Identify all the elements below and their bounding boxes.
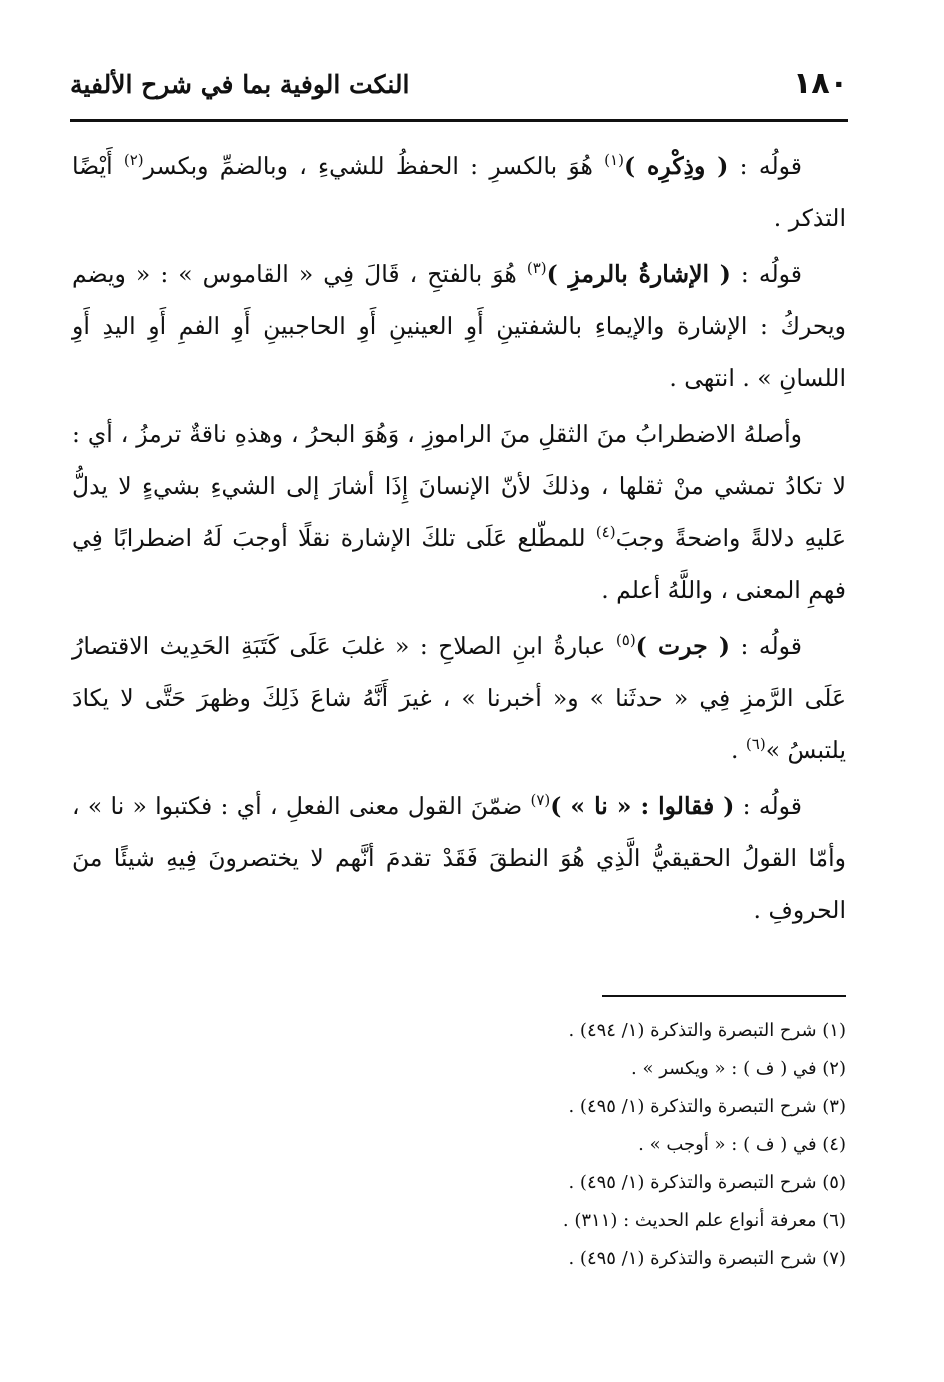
commentary-text: هُوَ بالفتحِ ، قَالَ فِي « القاموس » : « ويضم ويحركُ : الإشارة والإيماءِ بالشفتينِ أَوِ العينينِ أَوِ الحاجبينِ أَوِ الفمِ أَوِ اليدِ أَوِ اللسانِ » . انتهى . bbox=[72, 260, 846, 392]
commentary-text: أَيْضًا التذكر . bbox=[72, 152, 846, 232]
commentary-text: . bbox=[730, 736, 746, 764]
footnote-separator bbox=[602, 995, 846, 997]
commentary-text: قولُه : bbox=[729, 632, 802, 660]
page-number: ١٨٠ bbox=[793, 66, 848, 101]
quoted-lemma: ( وذِكْرِه ) bbox=[623, 152, 729, 180]
footnotes bbox=[300, 1012, 846, 1278]
footnote-marker: (١) bbox=[604, 151, 624, 170]
page-header bbox=[70, 62, 848, 114]
footnote-1: (١) شرح التبصرة والتذكرة (١/ ٤٩٤) . bbox=[568, 1020, 846, 1041]
quoted-lemma: ( جرت ) bbox=[635, 632, 730, 660]
paragraph bbox=[72, 408, 846, 616]
header-rule bbox=[70, 119, 848, 122]
footnote-marker: (٧) bbox=[530, 791, 551, 810]
footnote-2: (٢) في ( ف ) : « ويكسر » . bbox=[631, 1058, 846, 1079]
quoted-lemma: ( الإشارةُ بالرمزِ ) bbox=[546, 260, 731, 288]
footnote-4: (٤) في ( ف ) : « أوجب » . bbox=[638, 1134, 846, 1155]
commentary-text: قولُه : bbox=[734, 792, 802, 820]
commentary-text: قولُه : bbox=[728, 152, 802, 180]
footnote-5: (٥) شرح التبصرة والتذكرة (١/ ٤٩٥) . bbox=[568, 1172, 846, 1193]
footnote-7: (٧) شرح التبصرة والتذكرة (١/ ٤٩٥) . bbox=[568, 1248, 846, 1269]
paragraph bbox=[72, 248, 846, 404]
footnote-3: (٣) شرح التبصرة والتذكرة (١/ ٤٩٥) . bbox=[568, 1096, 846, 1117]
footnote-marker: (٢) bbox=[123, 151, 144, 170]
commentary-text: للمطّلع عَلَى تلكَ الإشارة نقلًا أوجبَ لَهُ اضطرابًا فِي فهمِ المعنى ، واللَّهُ أعلم . bbox=[72, 524, 846, 604]
commentary-text: هُوَ بالكسرِ : الحفظُ للشيءِ ، وبالضمِّ وبكسر bbox=[143, 152, 605, 180]
footnote-marker: (٥) bbox=[615, 631, 636, 650]
paragraph bbox=[72, 780, 846, 936]
main-text bbox=[72, 140, 846, 940]
paragraph bbox=[72, 620, 846, 776]
paragraph bbox=[72, 140, 846, 244]
footnote-6: (٦) معرفة أنواع علم الحديث : (٣١١) . bbox=[562, 1210, 846, 1231]
footnote-marker: (٤) bbox=[595, 523, 616, 542]
commentary-text: قولُه : bbox=[730, 260, 802, 288]
commentary-text: وأصلهُ الاضطرابُ منَ الثقلِ منَ الراموزِ ، وَهُوَ البحرُ ، وهذهِ ناقةٌ ترمزُ ، أي : لا تكادُ تمشي منْ ثقلها ، وذلكَ لأنّ الإنسانَ إِذَا أشارَ إلى الشيءِ بشيءٍ لا يدلُّ عَليهِ دلالةً واضحةً وجبَ bbox=[72, 420, 846, 552]
footnote-marker: (٦) bbox=[745, 735, 766, 754]
commentary-text: عبارةُ ابنِ الصلاحِ : « غلبَ عَلَى كَتَبَةِ الحَدِيث الاقتصارُ عَلَى الرَّمزِ فِي « حدثَنا » و« أخبرنا » ، غيرَ أَنَّهُ شاعَ ذَلِكَ وظهرَ حَتَّى لا يكادَ يلتبسُ » bbox=[72, 632, 846, 764]
footnote-marker: (٣) bbox=[526, 259, 547, 278]
commentary-text: ضمّنَ القول معنى الفعلِ ، أي : فكتبوا « نا » ، وأمّا القولُ الحقيقيُّ الَّذِي هُوَ النطقَ فَقَدْ تقدمَ أنَّهم لا يختصرونَ فِيهِ شيئًا منَ الحروفِ . bbox=[72, 792, 846, 924]
running-title: النكت الوفية بما في شرح الألفية bbox=[70, 70, 410, 99]
quoted-lemma: ( فقالوا : « نا » ) bbox=[550, 792, 735, 820]
